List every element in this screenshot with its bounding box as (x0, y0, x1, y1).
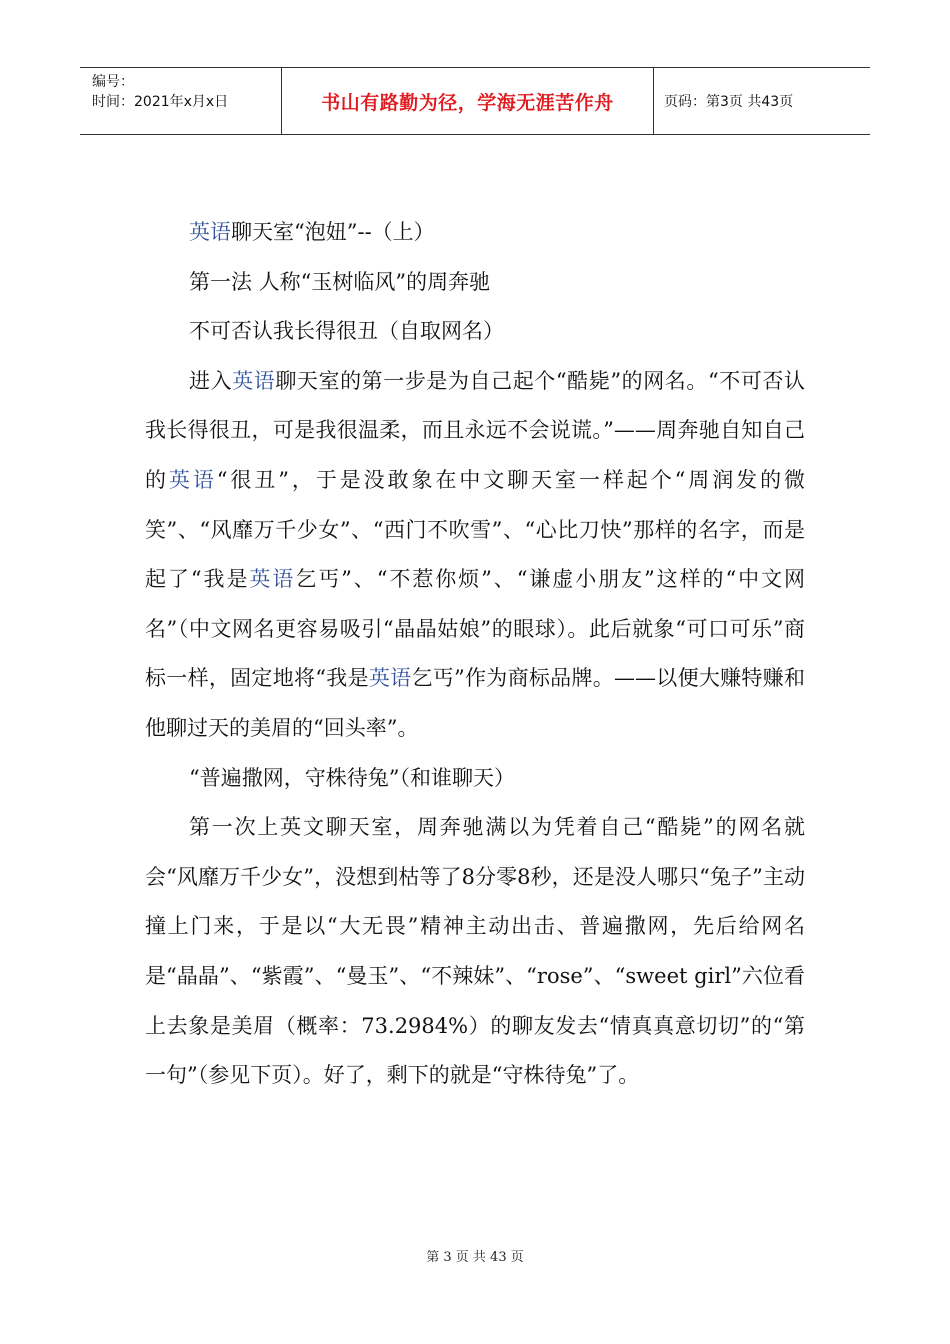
page-footer: 第 3 页 共 43 页 (426, 1250, 524, 1265)
paragraph (145, 208, 805, 258)
paragraph (145, 357, 805, 754)
paragraph (145, 307, 805, 357)
keyword-link[interactable]: 英语 (168, 467, 217, 492)
text-run: 聊天室“泡妞”--（上） (231, 220, 435, 244)
header-motto: 书山有路勤为径，学海无涯苦作舟 (282, 68, 654, 134)
text-run: 第一次上英文聊天室，周奔驰满以为凭着自己“酷毙”的网名就会“风靡万千少女”，没想到枯等了8分零8秒，还是没人哪只“兔子”主动撞上门来，于是以“大无畏”精神主动出击、普遍撒网，先后给网名是“晶晶”、“紫霞”、“曼玉”、“不辣妹”、“rose”、“sweet girl”六位看上去象是美眉（概率：73.2984%）的聊友发去“情真真意切切”的“第一句”（参见下页）。好了，剩下的就是“守株待兔”了。 (145, 815, 805, 1088)
time-label: 时间：2021年x月x日 (92, 94, 229, 110)
text-run: 聊天室的第一步是为自己起个“酷毙”的网名。“不可否认我长得很丑，可是我很温柔，而且永远不会说谎。”——周奔驰自知自己的 (145, 368, 806, 492)
text-run: 进入 (189, 368, 233, 393)
serial-number-label: 编号： (92, 74, 134, 90)
paragraph (145, 803, 805, 1101)
text-run: 第一法 人称“玉树临风”的周奔驰 (189, 269, 491, 294)
keyword-link[interactable]: 英语 (232, 368, 276, 393)
header-meta (80, 68, 282, 134)
keyword-link[interactable]: 英语 (368, 666, 412, 691)
paragraph (145, 258, 805, 308)
text-run: 乞丐”、“不惹你烦”、“谦虚小朋友”这样的“中文网名”（中文网名更容易吸引“晶晶姑娘”的眼球）。此后就象“可口可乐”商标一样，固定地将“我是 (145, 567, 805, 691)
page-header (80, 67, 870, 135)
header-page-info: 页码：第3页 共43页 (664, 94, 794, 110)
text-run: 乞丐”作为商标品牌。——以便大赚特赚和他聊过天的美眉的“回头率”。 (145, 666, 805, 740)
keyword-link[interactable]: 英语 (189, 220, 231, 244)
document-body (145, 208, 805, 1101)
text-run: “普遍撒网，守株待兔”（和谁聊天） (189, 765, 515, 790)
text-run: 不可否认我长得很丑（自取网名） (189, 319, 504, 344)
text-run: “很丑”，于是没敢象在中文聊天室一样起个“周润发的微笑”、“风靡万千少女”、“西门不吹雪”、“心比刀快”那样的名字，而是起了“我是 (145, 467, 805, 592)
paragraph (145, 754, 805, 804)
keyword-link[interactable]: 英语 (249, 567, 296, 592)
